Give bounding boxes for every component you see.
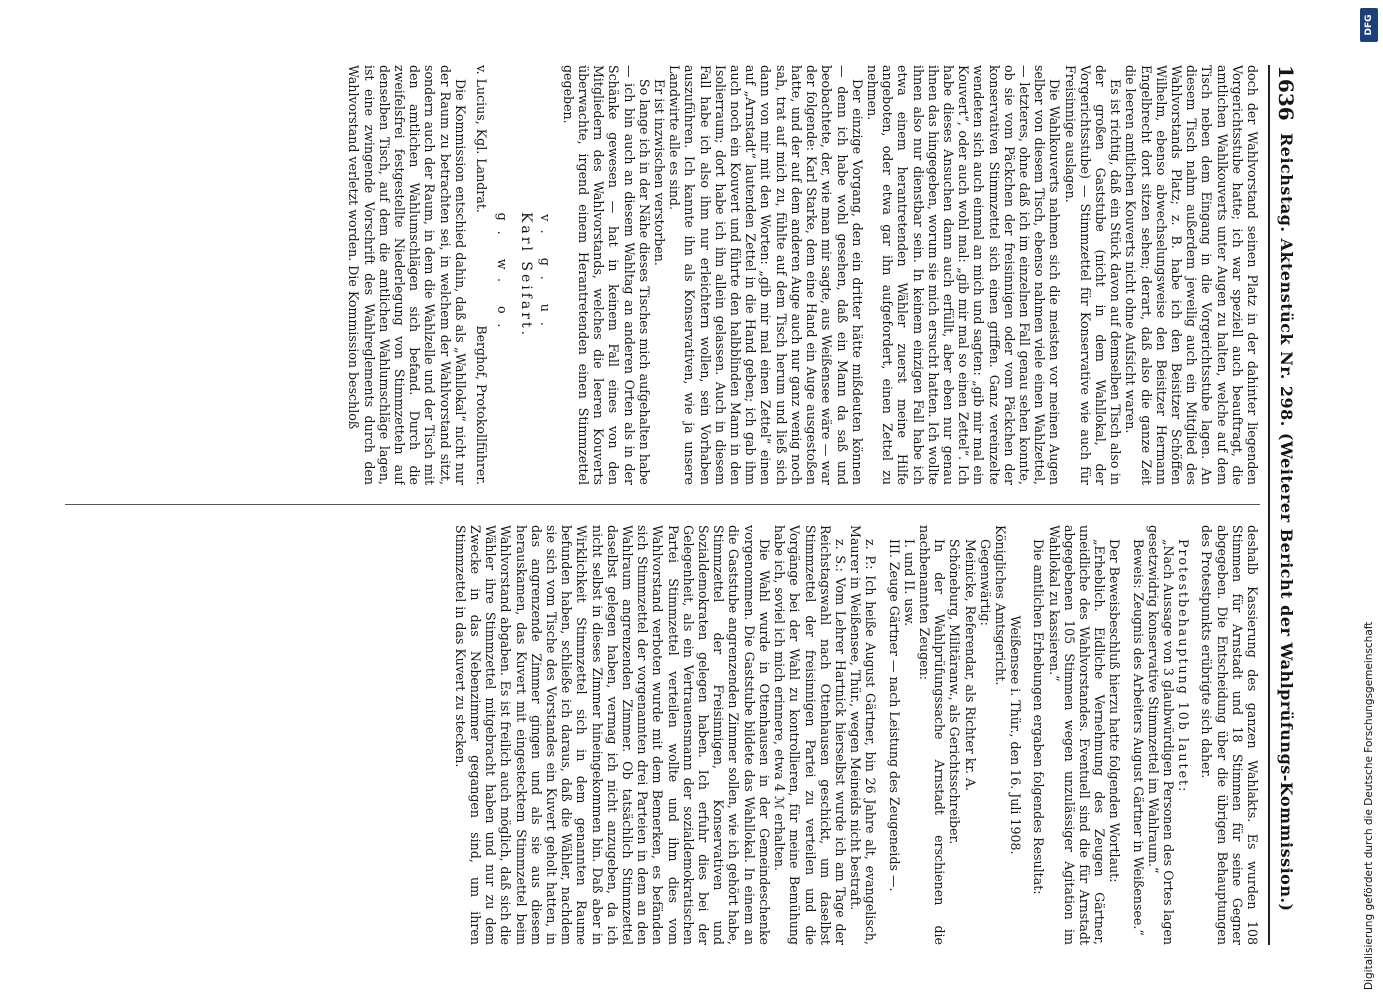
paragraph: So lange ich in der Nähe dieses Tisches mich aufgehalten habe — ich bin auch an diesem Wahltag an anderen Orten als in der Schänke gewesen — hat in keinem Fall eines von den Mitgliedern des Wahlvorstands, welches die leeren Kouverts überwachte, irgend einem Herantretenden einen Stimmzettel gegeben. bbox=[560, 65, 652, 485]
present-label: Gegenwärtig: bbox=[977, 539, 993, 626]
beweis-line: Beweis: Zeugnis des Arbeiters August Gärtner in Weißensee.“ bbox=[1130, 539, 1146, 936]
place-date: Weißensee i. Thür., den 16. Juli 1908. bbox=[1008, 615, 1024, 855]
paragraph: Der einzige Vorgang, den ein dritter hätte mißdeuten können — denn ich habe wohl gesehen, daß ein Mann da saß und beobachtete, der, wie man mir sagte, aus Weißensee wäre — war der folgende: Karl Starke, dem eine Hand ein Auge ausgestoßen hatte, und der auf dem anderen Auge auch nur ganz wenig noch sah, trat auf mich zu, fühlte auf dem Tisch herum und ließ sich dann von mir mit den Worten: „gib mir mal einen Zettel“ einen auf „Arnstadt“ lautenden Zettel in die Hand geben; ich gab ihm auch noch ein Kouvert und führte den halbblinden Mann in den Isolierraum; dort habe ich ihn allein gelassen. Auch in diesem Fall habe ich also ihm nur erleichtern wollen, sein Vorhaben auszuführen. Ich kannte ihn als Konservativen, wie ja unsere Landwirte alle es sind. bbox=[667, 65, 865, 485]
paragraph: I. und II. usw. bbox=[901, 539, 917, 627]
rotated-print-page bbox=[55, 65, 1300, 945]
paragraph: In der Wahlprüfungssache Arnstadt erschienen die nachbenannten Zeugen: bbox=[916, 525, 948, 945]
paragraph: z. S.: Vom Lehrer Hartnick hierselbst wurde ich am Tage der Reichstagswahl nach Ottenhausen geschickt, um daselbst Stimmzettel der freisinnigen Partei zu verteilen und die Vorgänge bei der Wahl zu kontrollieren, für meine Bemühung habe ich, soviel ich mich erinnere, etwa 4 ℳ erhalten. bbox=[772, 525, 848, 945]
dfg-logo: DFG bbox=[1360, 8, 1378, 42]
erhebungen-intro: Die amtlichen Erhebungen ergaben folgendes Resultat: bbox=[1031, 539, 1047, 895]
vgu-line: v. g. u. bbox=[537, 214, 553, 336]
closing-paragraph: Die Kommission entschied dahin, daß als „Wahllokal“ nicht nur der Raum zu betrachten sei, in welchem der Wahlvorstand sitzt, sondern auch der Raum, in dem die Wahlzelle und der Tisch mit den amtlichen Wahlumschlägen sich befand. Durch die zweifelsfrei festgestellte Niederlegung von Stimmzetteln auf denselben Tisch, auf dem die amtlichen Wahlumschläge lagen, ist eine zwingende Vorschrift des Wahlreglements durch den Wahlvorstand verletzt worden. Die Kommission beschloß bbox=[346, 65, 468, 485]
paragraph: z. P.: Ich heiße August Gärtner, bin 26 Jahre alt, evangelisch, Maurer in Weißensee, Thür., wegen Meineids nicht bestraft. bbox=[848, 525, 879, 945]
digitization-note: Digitalisierung gefördert durch die Deutsche Forschungsgemeinschaft bbox=[1363, 621, 1375, 990]
paragraph: Es ist richtig, daß ein Stück davon auf demselben Tisch also in der großen Gaststube (nicht in dem Wahllokal, der Vorgerichtsstube) — Stimmzettel für Konservative wie auch für Freisinnige auslagen. bbox=[1062, 65, 1124, 485]
witness-signature: Karl Seifart. bbox=[518, 211, 535, 339]
gwo-line: g. w. o. bbox=[495, 212, 511, 338]
page-header bbox=[1272, 65, 1300, 945]
page-number: 1636 bbox=[1274, 65, 1298, 121]
protest-quote: „Nach Aussage von 3 glaubwürdigen Personen des Ortes lagen gesetzwidrig konservative Stimmzettel im Wahlraum.“ bbox=[1145, 525, 1176, 945]
running-title: Reichstag. Aktenstück Nr. 298. (Weiterer Bericht der Wahlprüfungs-Kommission.) bbox=[1277, 133, 1296, 912]
official-signatures bbox=[474, 65, 489, 485]
paragraph: Die Wahl wurde in Ottenhausen in der Gemeindeschenke vorgenommen. Die Gaststube bildete das Wahllokal. In einem an die Gaststube angrenzenden Zimmer sollen, wie ich gehört habe, Stimmzettel der Freisinnigen, Konservativen und Sozialdemokraten gelegen haben. Ich erfuhr dies bei der Gelegenheit, als ein Vertrauensmann der sozialdemokratischen Partei Stimmzettel verteilen wollte und ihm dies vom Wahlvorstand verboten wurde mit dem Bemerken, es befänden sich Stimmzettel der vorgenannten drei Parteien in dem an den Wahlraum angrenzenden Zimmer. Ob tatsächlich Stimmzettel daselbst gelegen haben, vermag ich nicht anzugeben, da ich nicht selbst in dieses Zimmer hineingekommen bin. Daß aber in Wirklichkeit Stimmzettel sich in dem genannten Raume befunden haben, schließe ich daraus, daß die Wähler, nachdem sie sich vom Tische des Vorstandes ein Kuvert geholt hatten, in das angrenzende Zimmer gingen und als sie aus diesem herauskamen, das Kuvert mit eingestecktem Stimmzettel beim Wahlvorstand abgaben. Es ist freilich auch möglich, daß sich die Wähler ihre Stimmzettel mitgebracht haben und nur zu dem Zwecke in das Nebenzimmer gegangen sind, um ihren Stimmzettel in das Kuvert zu stecken. bbox=[452, 525, 772, 945]
paragraph: Er ist inzwischen verstorben. bbox=[652, 79, 668, 266]
paragraph: doch der Wahlvorstand seinen Platz in der dahinter liegenden Vorgerichtsstube hatte; ich war speziell auch beauftragt, die amtlichen Wahlkouverts unter Augen zu halten, welche auf dem Tisch neben dem Eingang in die Vorgerichtsstube lagen. An diesem Tisch nahm außerdem jeweilig auch ein Mitglied des Wahlvorstands Platz; z. B. habe ich den Beisitzer Schöffen Wilhelm, ebenso abwechselungsweise den Beisitzer Hermann Engelbrecht dort sitzen sehen; derart, daß also die ganze Zeit die leeren amtlichen Kouverts nicht ohne Aufsicht waren. bbox=[1123, 65, 1260, 485]
present-judge: Meinicke, Referendar, als Richter kr. A. bbox=[962, 539, 978, 792]
protest-heading: Protestbehauptung 10b lautet: bbox=[1176, 539, 1192, 794]
header-rule bbox=[1268, 65, 1270, 945]
court-name: Königliches Amtsgericht. bbox=[992, 525, 1008, 686]
signature-landrat: v. Lucius, Kgl. Landrat. bbox=[474, 65, 490, 213]
right-column bbox=[60, 525, 1260, 945]
beschluss-intro: Der Beweisbeschluß hierzu hatte folgenden Wortlaut: bbox=[1107, 539, 1123, 883]
signature-protokollfuehrer: Berghof, Protokollführer. bbox=[474, 325, 490, 485]
column-divider bbox=[65, 504, 1260, 505]
paragraph: deshalb Kassierung des ganzen Wahlakts. Es wurden 108 Stimmen für Arnstadt und 18 Stimmen für seine Gegner abgegeben. Die Entscheidung über die übrigen Behauptungen des Protestpunkts erübrigte sich daher. bbox=[1199, 525, 1260, 945]
left-column bbox=[60, 65, 1260, 485]
paragraph: III. Zeuge Gärtner — nach Leistung des Zeugeneids —. bbox=[886, 539, 902, 892]
beschluss-text: „Erheblich. Eidliche Vernehmung des Zeugen Gärtner, uneidliche des Wahlvorstandes. Eventuell sind die für Arnstadt abgegebenen 105 Stimmen wegen unzulässiger Agitation im Wahllokal zu kassieren.“ bbox=[1046, 525, 1108, 945]
present-clerk: Schöneburg, Militäranw., als Gerichtsschreiber. bbox=[947, 539, 963, 845]
paragraph: Die Wahlkouverts nahmen sich die meisten vor meinen Augen selber von diesem Tisch, ebenso nahmen viele einen Wahlzettel, — letzteres, ohne daß ich im einzelnen Fall genau sehen konnte, ob sie vom Päckchen der freisinnigen oder vom Päckchen der konservativen Stimmzettel sich einen griffen. Ganz vereinzelte wendeten sich auch einmal an mich und sagten: „gib mir mal ein Kouvert“, oder auch wohl mal: „gib mir mal so einen Zettel“. Ich habe dieses Ansuchen dann auch erfüllt, aber eben nur genau ihnen das hingegeben, worum sie mich ersucht hatten. Ich wollte ihnen also nur dienstbar sein. In keinem einzigen Fall habe ich etwa einem herantretenden Wähler zuerst meine Hilfe angeboten, oder etwa gar ihn aufgefordert, einen Zettel zu nehmen. bbox=[864, 65, 1063, 485]
